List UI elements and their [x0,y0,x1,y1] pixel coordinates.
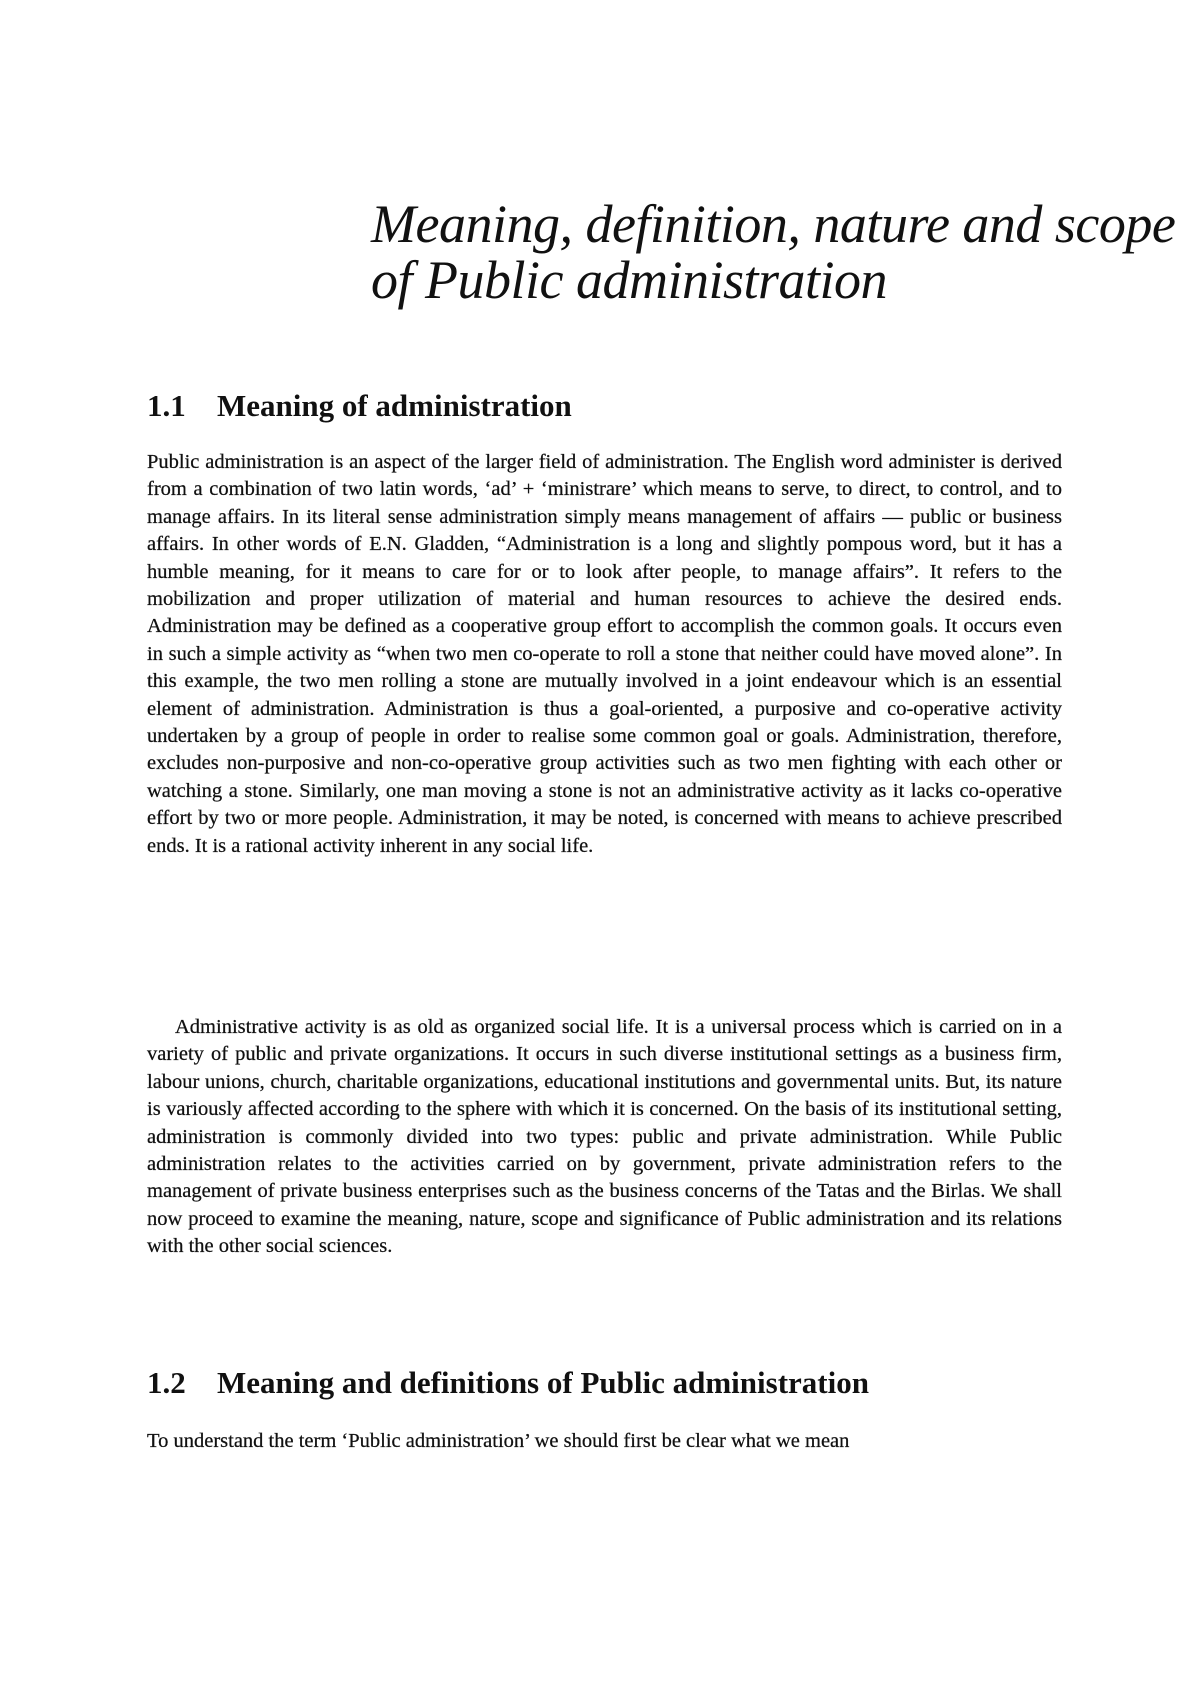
section-title: Meaning of administration [217,388,572,423]
chapter-title [371,194,1176,310]
paragraph-1-2-a: To understand the term ‘Public administration’ we should first be clear what we mean [147,1430,850,1452]
paragraph-1-1-b: Administrative activity is as old as organized social life. It is a universal process which is carried on in a variety of public and private organizations. It occurs in such diverse institutional settings as a business firm, labour unions, church, charitable organizations, educational institutions and governmental units. But, its nature is variously affected according to the sphere with which it is concerned. On the basis of its institutional setting, administration is commonly divided into two types: public and private administration. While Public administration relates to the activities carried on by government, private administration refers to the management of private business enterprises such as the business concerns of the Tatas and the Birlas. We shall now proceed to examine the meaning, nature, scope and significance of Public administration and its relations with the other social sciences. [147,1016,1062,1258]
section-heading-1-2 [147,1365,869,1401]
chapter-title-line-2: of Public administration [371,250,888,310]
paragraph-1-1-a: Public administration is an aspect of the larger field of administration. The English word administer is derived from a combination of two latin words, ‘ad’ + ‘ministrare’ which means to serve, to direct, to control, and to manage affairs. In its literal sense administration simply means management of affairs — public or business affairs. In other words of E.N. Gladden, “Administration is a long and slightly pompous word, but it has a humble meaning, for it means to care for or to look after people, to manage affairs”. It refers to the mobilization and proper utilization of material and human resources to achieve the desired ends. Administration may be defined as a cooperative group effort to accomplish the common goals. It occurs even in such a simple activity as “when two men co-operate to roll a stone that neither could have moved alone”. In this example, the two men rolling a stone are mutually involved in a joint endeavour which is an essential element of administration. Administration is thus a goal-oriented, a purposive and co-operative activity undertaken by a group of people in order to realise some common goal or goals. Administration, therefore, excludes non-purposive and non-co-operative group activities such as two men fighting with each other or watching a stone. Similarly, one man moving a stone is not an administrative activity as it lacks co-operative effort by two or more people. Administration, it may be noted, is concerned with means to achieve prescribed ends. It is a rational activity inherent in any social life. [147,451,1062,857]
chapter-title-line-1: Meaning, definition, nature and scope [371,194,1176,254]
section-title: Meaning and definitions of Public administration [217,1365,869,1400]
section-number: 1.1 [147,388,186,423]
section-heading-1-1 [147,388,572,424]
section-number: 1.2 [147,1365,186,1400]
